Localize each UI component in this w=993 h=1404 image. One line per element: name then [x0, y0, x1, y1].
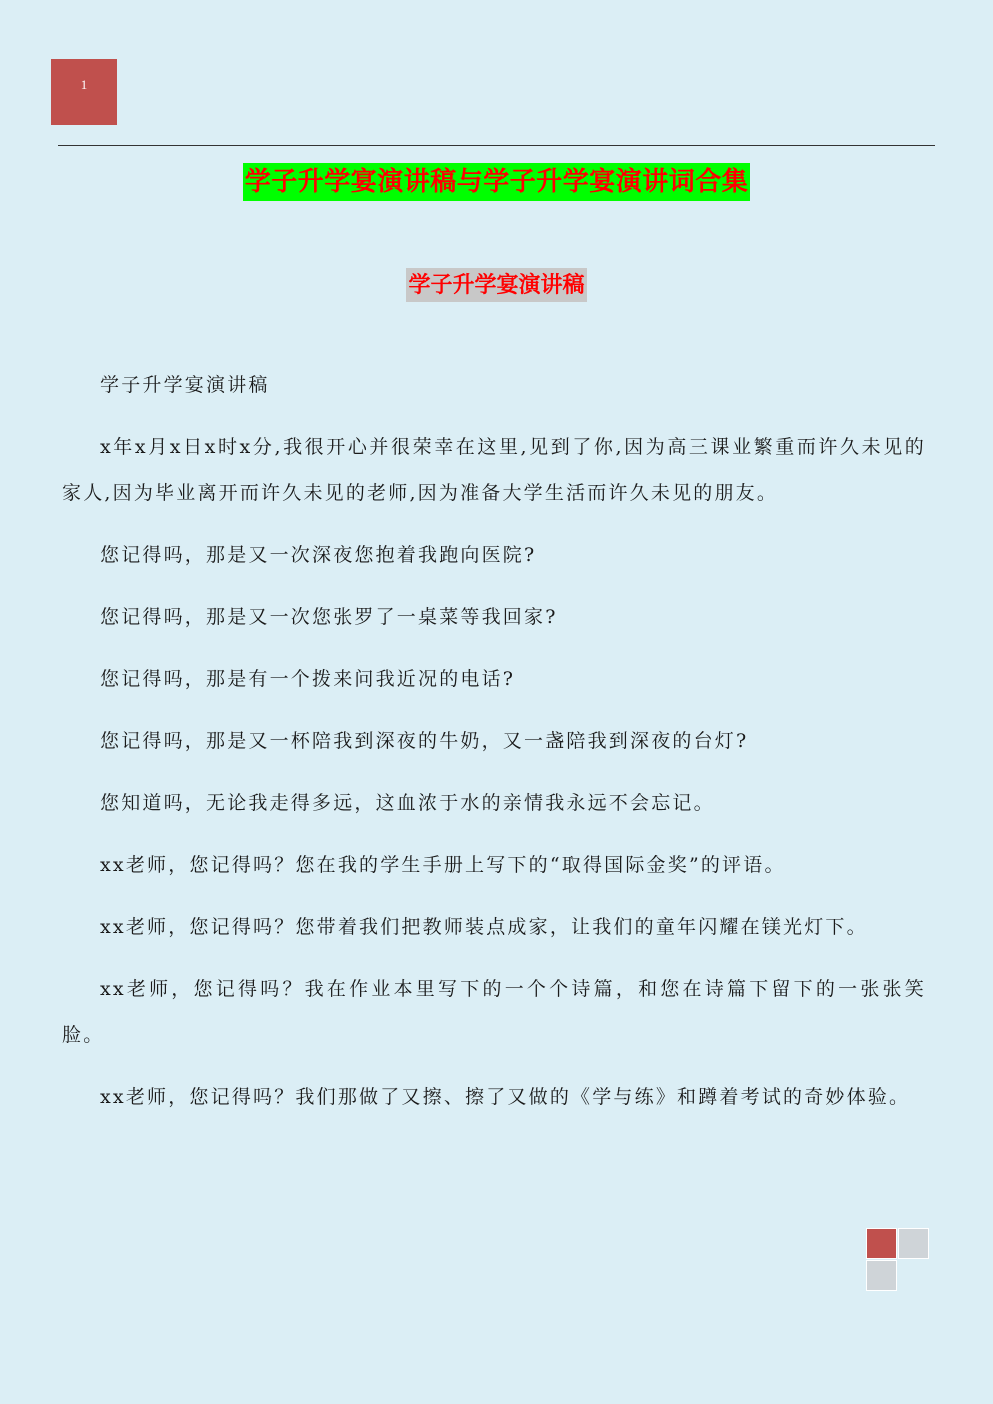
corner-decoration: [866, 1228, 932, 1294]
paragraph-10: xx老师，您记得吗？我在作业本里写下的一个个诗篇，和您在诗篇下留下的一张张笑脸。: [62, 978, 926, 1046]
paragraph-8: xx老师，您记得吗？您在我的学生手册上写下的“取得国际金奖”的评语。: [100, 854, 786, 876]
paragraph-11: xx老师，您记得吗？我们那做了又擦、擦了又做的《学与练》和蹲着考试的奇妙体验。: [100, 1086, 911, 1108]
document-title-container: [0, 163, 993, 201]
paragraph-4: 您记得吗，那是又一次您张罗了一桌菜等我回家?: [100, 606, 558, 628]
paragraph-5: 您记得吗，那是有一个拨来问我近况的电话?: [100, 668, 516, 690]
paragraph-6: 您记得吗，那是又一杯陪我到深夜的牛奶，又一盏陪我到深夜的台灯?: [100, 730, 749, 752]
paragraph-1: 学子升学宴演讲稿: [100, 374, 270, 396]
page-number: 1: [80, 77, 88, 92]
paragraph-2: x年x月x日x时x分,我很开心并很荣幸在这里,见到了你,因为高三课业繁重而许久未见的家人,因为毕业离开而许久未见的老师,因为准备大学生活而许久未见的朋友。: [62, 436, 926, 504]
deco-square-grey: [898, 1228, 929, 1259]
paragraph-7: 您知道吗，无论我走得多远，这血浓于水的亲情我永远不会忘记。: [100, 792, 715, 814]
deco-square-red: [866, 1228, 897, 1259]
section-title: 学子升学宴演讲稿: [406, 268, 586, 302]
paragraph-3: 您记得吗，那是又一次深夜您抱着我跑向医院?: [100, 544, 537, 566]
section-title-container: [0, 268, 993, 302]
document-title: 学子升学宴演讲稿与学子升学宴演讲词合集: [243, 163, 751, 201]
deco-square-grey: [866, 1260, 897, 1291]
page-number-badge: [51, 59, 117, 125]
header-divider: [58, 145, 935, 146]
paragraph-9: xx老师，您记得吗？您带着我们把教师装点成家，让我们的童年闪耀在镁光灯下。: [100, 916, 868, 938]
document-body: [62, 362, 926, 1136]
